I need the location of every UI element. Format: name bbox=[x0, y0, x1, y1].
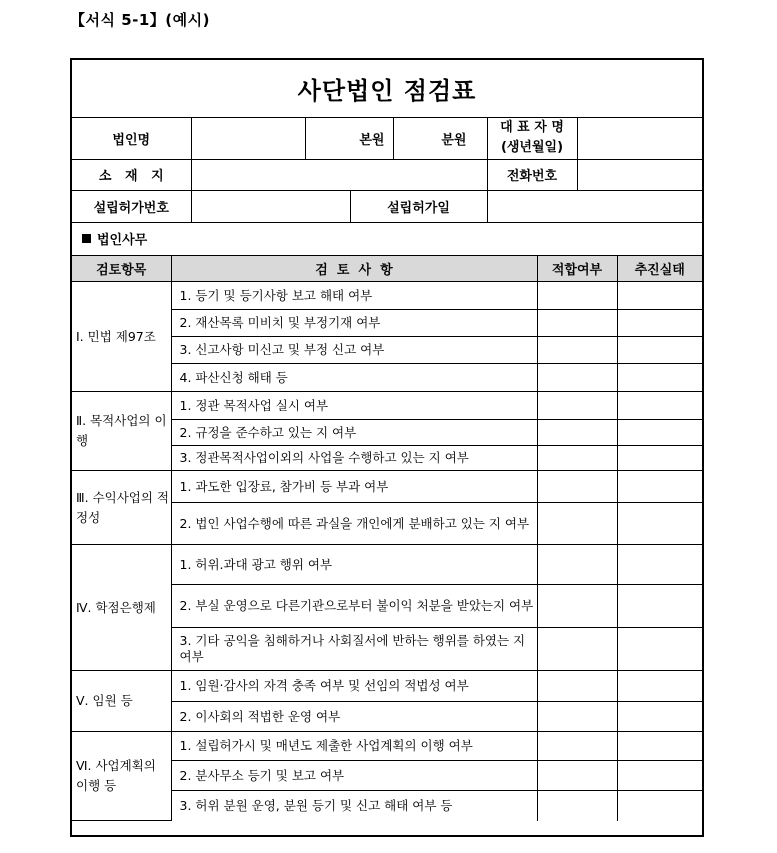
status-cell[interactable] bbox=[617, 545, 702, 585]
compliance-cell[interactable] bbox=[537, 282, 617, 310]
compliance-cell[interactable] bbox=[537, 337, 617, 364]
status-cell[interactable] bbox=[617, 671, 702, 702]
compliance-cell[interactable] bbox=[537, 671, 617, 702]
check-item: 2. 부실 운영으로 다른기관으로부터 불이익 처분을 받았는지 여부 bbox=[171, 585, 537, 628]
compliance-cell[interactable] bbox=[537, 585, 617, 628]
check-item: 1. 정관 목적사업 실시 여부 bbox=[171, 392, 537, 420]
compliance-cell[interactable] bbox=[537, 503, 617, 545]
phone-value[interactable] bbox=[577, 159, 702, 190]
square-bullet-icon bbox=[82, 234, 91, 243]
check-item: 4. 파산신청 해태 등 bbox=[171, 364, 537, 392]
category-cell: Ⅵ. 사업계획의 이행 등 bbox=[72, 732, 171, 821]
category-cell: Ⅰ. 민법 제97조 bbox=[72, 282, 171, 392]
compliance-cell[interactable] bbox=[537, 310, 617, 337]
header-review-item: 검토항목 bbox=[72, 256, 171, 282]
check-item: 3. 신고사항 미신고 및 부정 신고 여부 bbox=[171, 337, 537, 364]
compliance-cell[interactable] bbox=[537, 471, 617, 503]
page-title: 사단법인 점검표 bbox=[72, 60, 702, 118]
compliance-cell[interactable] bbox=[537, 732, 617, 761]
status-cell[interactable] bbox=[617, 392, 702, 420]
section-heading bbox=[72, 223, 702, 256]
corp-name-label: 법인명 bbox=[72, 118, 191, 159]
header-status: 추진실태 bbox=[617, 256, 702, 282]
check-item: 3. 정관목적사업이외의 사업을 수행하고 있는 지 여부 bbox=[171, 446, 537, 471]
check-item: 2. 규정을 준수하고 있는 지 여부 bbox=[171, 420, 537, 446]
check-item: 2. 분사무소 등기 및 보고 여부 bbox=[171, 761, 537, 791]
check-item: 1. 등기 및 등기사항 보고 해태 여부 bbox=[171, 282, 537, 310]
status-cell[interactable] bbox=[617, 446, 702, 471]
status-cell[interactable] bbox=[617, 420, 702, 446]
representative-label bbox=[487, 118, 577, 159]
status-cell[interactable] bbox=[617, 791, 702, 821]
check-item: 1. 허위.과대 광고 행위 여부 bbox=[171, 545, 537, 585]
compliance-cell[interactable] bbox=[537, 392, 617, 420]
status-cell[interactable] bbox=[617, 364, 702, 392]
category-cell: Ⅴ. 임원 등 bbox=[72, 671, 171, 732]
compliance-cell[interactable] bbox=[537, 761, 617, 791]
status-cell[interactable] bbox=[617, 310, 702, 337]
compliance-cell[interactable] bbox=[537, 628, 617, 671]
status-cell[interactable] bbox=[617, 503, 702, 545]
compliance-cell[interactable] bbox=[537, 364, 617, 392]
corp-name-value[interactable] bbox=[191, 118, 305, 159]
status-cell[interactable] bbox=[617, 628, 702, 671]
permit-date-value[interactable] bbox=[487, 190, 702, 222]
check-item: 3. 기타 공익을 침해하거나 사회질서에 반하는 행위를 하였는 지 여부 bbox=[171, 628, 537, 671]
check-item: 1. 과도한 입장료, 참가비 등 부과 여부 bbox=[171, 471, 537, 503]
compliance-cell[interactable] bbox=[537, 545, 617, 585]
representative-birthdate-label: (생년월일) bbox=[500, 140, 564, 156]
header-review-matter: 검 토 사 항 bbox=[171, 256, 537, 282]
check-item: 1. 설립허가시 및 매년도 제출한 사업계획의 이행 여부 bbox=[171, 732, 537, 761]
status-cell[interactable] bbox=[617, 471, 702, 503]
status-cell[interactable] bbox=[617, 282, 702, 310]
compliance-cell[interactable] bbox=[537, 420, 617, 446]
status-cell[interactable] bbox=[617, 337, 702, 364]
compliance-cell[interactable] bbox=[537, 791, 617, 821]
phone-label: 전화번호 bbox=[487, 159, 577, 190]
permit-no-label: 설립허가번호 bbox=[72, 190, 191, 222]
location-value[interactable] bbox=[191, 159, 487, 190]
permit-no-value[interactable] bbox=[191, 190, 350, 222]
status-cell[interactable] bbox=[617, 585, 702, 628]
check-item: 2. 이사회의 적법한 운영 여부 bbox=[171, 702, 537, 732]
compliance-cell[interactable] bbox=[537, 446, 617, 471]
status-cell[interactable] bbox=[617, 702, 702, 732]
corporation-info-table bbox=[72, 118, 702, 223]
check-item: 2. 법인 사업수행에 따른 과실을 개인에게 분배하고 있는 지 여부 bbox=[171, 503, 537, 545]
location-label: 소 재 지 bbox=[72, 159, 191, 190]
section-title: 법인사무 bbox=[97, 233, 148, 248]
check-item: 1. 임원‧감사의 자격 충족 여부 및 선임의 적법성 여부 bbox=[171, 671, 537, 702]
representative-value[interactable] bbox=[577, 118, 702, 159]
branch-label: 분원 bbox=[393, 118, 487, 159]
category-cell: Ⅲ. 수익사업의 적정성 bbox=[72, 471, 171, 545]
header-compliance: 적합여부 bbox=[537, 256, 617, 282]
compliance-cell[interactable] bbox=[537, 702, 617, 732]
category-cell: Ⅳ. 학점은행제 bbox=[72, 545, 171, 671]
permit-date-label: 설립허가일 bbox=[350, 190, 487, 222]
form-label: 【서식 5-1】(예시) bbox=[70, 11, 210, 29]
category-cell: Ⅱ. 목적사업의 이행 bbox=[72, 392, 171, 471]
status-cell[interactable] bbox=[617, 761, 702, 791]
representative-name-label: 대 표 자 명 bbox=[500, 120, 564, 136]
check-item: 3. 허위 분원 운영, 분원 등기 및 신고 해태 여부 등 bbox=[171, 791, 537, 821]
status-cell[interactable] bbox=[617, 732, 702, 761]
main-office-label: 본원 bbox=[305, 118, 393, 159]
check-item: 2. 재산목록 미비치 및 부정기재 여부 bbox=[171, 310, 537, 337]
checklist-form bbox=[70, 58, 704, 837]
inspection-table bbox=[72, 256, 702, 822]
